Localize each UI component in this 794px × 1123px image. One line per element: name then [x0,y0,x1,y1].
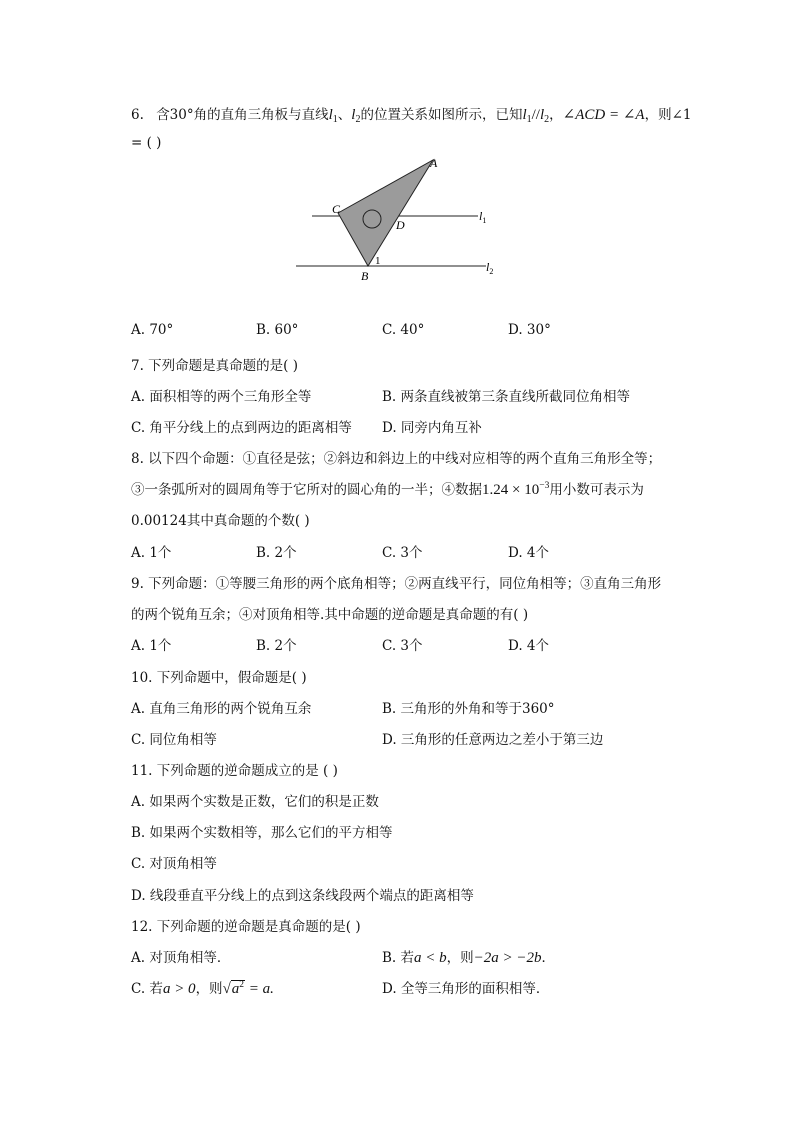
sqrt-radicand: $a^2$ [231,980,245,997]
q11-option-a[interactable]: A. 如果两个实数是正数，它们的积是正数 [131,794,379,810]
q6-text-1: 含30°角的直角三角板与直线 [156,107,329,123]
q12-option-d[interactable]: D. 全等三角形的面积相等． [382,981,550,997]
q7-option-b[interactable]: B. 两条直线被第三条直线所截同位角相等 [382,389,631,405]
label-1: 1 [375,255,381,267]
q6-l1-symbol: $l_1$ [328,107,338,125]
q6-l2-symbol: $l_2$ [351,107,361,125]
q10-stem: 10. 下列命题中，假命题是( ) [131,670,307,686]
q8-stem-line2: ③一条弧所对的圆周角等于它所对的圆心角的一半；④数据$1.24 \times 10^{-3}$用小数可表示为 [131,481,644,498]
label-C: C [332,202,341,216]
q11-option-c[interactable]: C. 对顶角相等 [131,856,217,872]
q10-option-a[interactable]: A. 直角三角形的两个锐角互余 [131,701,312,717]
q6-number: 6. [131,107,144,123]
q6-option-a[interactable]: A. 70° [131,322,174,338]
label-D: D [396,218,405,232]
q6-text-2: 、 [337,107,352,123]
q12-option-b[interactable]: B. 若a < b，则−2a > −2b． [382,950,556,966]
q12-option-a[interactable]: A. 对顶角相等． [131,950,231,966]
q9-option-a[interactable]: A. 1个 [131,638,172,654]
q11-option-d[interactable]: D. 线段垂直平分线上的点到这条线段两个端点的距离相等 [131,888,474,904]
q6-option-c[interactable]: C. 40° [382,322,425,338]
q8-stem-line3: 0.00124其中真命题的个数( ) [131,513,310,529]
label-A: A [430,156,438,170]
q9-option-d[interactable]: D. 4个 [508,638,550,654]
label-l2: $l_2$ [486,260,494,276]
q6-angle-expr: ∠ACD = ∠A [562,107,645,123]
q7-option-a[interactable]: A. 面积相等的两个三角形全等 [131,389,312,405]
q8-option-c[interactable]: C. 3个 [382,545,423,561]
q10-option-c[interactable]: C. 同位角相等 [131,732,217,748]
q9-option-b[interactable]: B. 2个 [256,638,297,654]
q6-stem-line2: = ( ) [131,135,162,151]
q9-stem-line2: 的两个锐角互余；④对顶角相等.其中命题的逆命题是真命题的有( ) [131,607,529,623]
q12-option-c[interactable]: C. 若a > 0，则$√a^2 = a$. [131,980,274,997]
q6-text-5: ，则∠1 [644,107,692,123]
q6-parallel-expr: $l_1//l_2$ [522,107,550,125]
label-l1: $l_1$ [479,209,487,225]
q8-stem-line1: 8. 以下四个命题：①直径是弦；②斜边和斜边上的中线对应相等的两个直角三角形全等； [131,451,662,467]
q8-sci-number: $1.24 \times 10^{-3}$ [482,481,550,498]
q6-stem-line1 [131,103,691,125]
q7-option-c[interactable]: C. 角平分线上的点到两边的距离相等 [131,420,352,436]
sqrt-sign: √ [222,981,231,997]
label-B: B [361,269,369,283]
q9-stem-line1: 9. 下列命题：①等腰三角形的两个底角相等；②两直线平行，同位角相等；③直角三角形 [131,576,662,592]
q6-text-3: 的位置关系如图所示，已知 [360,107,523,123]
triangle-board [338,160,433,266]
q7-stem: 7. 下列命题是真命题的是( ) [131,358,298,374]
q11-option-b[interactable]: B. 如果两个实数相等，那么它们的平方相等 [131,825,393,841]
q8-option-d[interactable]: D. 4个 [508,545,550,561]
q7-option-d[interactable]: D. 同旁内角互补 [382,420,482,436]
q8-option-a[interactable]: A. 1个 [131,545,172,561]
q6-option-d[interactable]: D. 30° [508,322,551,338]
q12-stem: 12. 下列命题的逆命题是真命题的是( ) [131,919,361,935]
q6-text-4: ， [549,107,563,123]
q6-figure [290,150,510,285]
q6-option-b[interactable]: B. 60° [256,322,299,338]
q8-option-b[interactable]: B. 2个 [256,545,297,561]
q11-stem: 11. 下列命题的逆命题成立的是 ( ) [131,763,338,779]
q9-option-c[interactable]: C. 3个 [382,638,423,654]
q10-option-d[interactable]: D. 三角形的任意两边之差小于第三边 [382,732,604,748]
q10-option-b[interactable]: B. 三角形的外角和等于360° [382,701,555,717]
